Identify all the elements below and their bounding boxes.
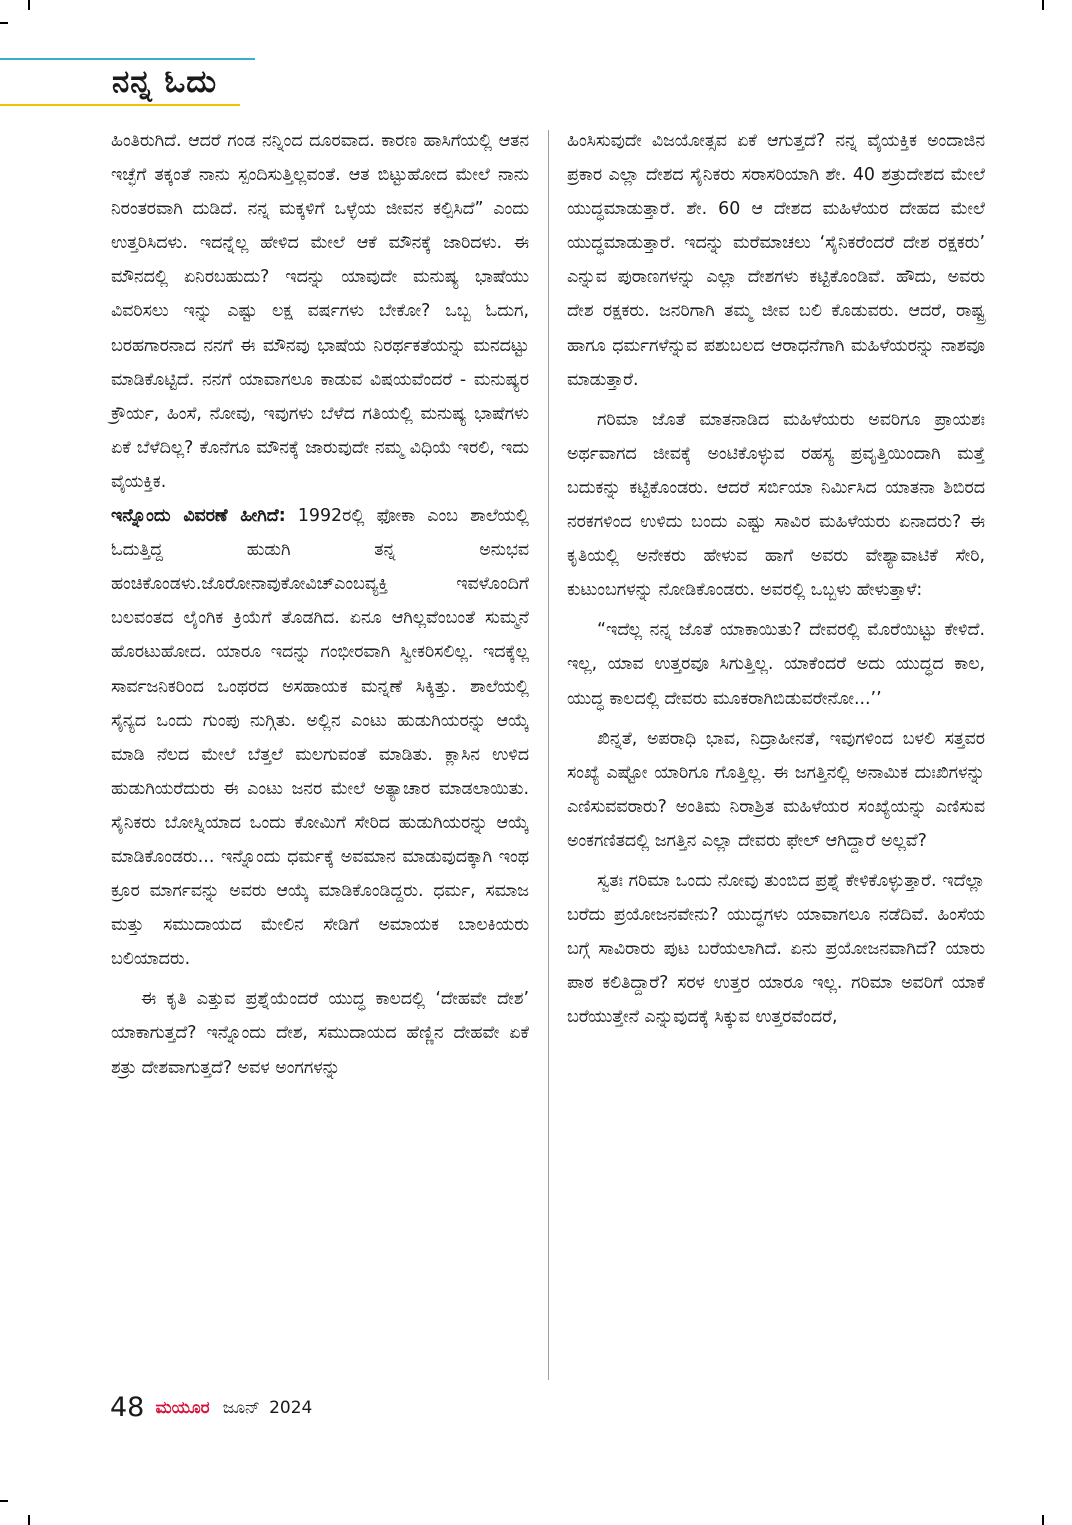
paragraph	[111, 499, 529, 976]
paragraph: ಸ್ವತಃ ಗರಿಮಾ ಒಂದು ನೋವು ತುಂಬಿದ ಪ್ರಶ್ನೆ ಕೇಳಿಕೊಳ್ಳುತ್ತಾರೆ. ಇದೆಲ್ಲಾ ಬರೆದು ಪ್ರಯೋಜನವೇನು? ಯುದ್ಧಗಳು ಯಾವಾಗಲೂ ನಡೆದಿವೆ. ಹಿಂಸೆಯ ಬಗ್ಗೆ ಸಾವಿರಾರು ಪುಟ ಬರೆಯಲಾಗಿದೆ. ಏನು ಪ್ರಯೋಜನವಾಗಿದೆ? ಯಾರು ಪಾಠ ಕಲಿತಿದ್ದಾರೆ? ಸರಳ ಉತ್ತರ ಯಾರೂ ಇಲ್ಲ. ಗರಿಮಾ ಅವರಿಗೆ ಯಾಕೆ ಬರೆಯುತ್ತೇನೆ ಎನ್ನುವುದಕ್ಕೆ ಸಿಕ್ಕುವ ಉತ್ತರವೆಂದರೆ,	[567, 870, 985, 1028]
section-header	[0, 58, 260, 108]
crop-mark	[1042, 0, 1044, 10]
paragraph: ಹಿಂತಿರುಗಿದೆ. ಆದರೆ ಗಂಡ ನನ್ನಿಂದ ದೂರವಾದ. ಕಾರಣ ಹಾಸಿಗೆಯಲ್ಲಿ ಆತನ ಇಚ್ಛೆಗೆ ತಕ್ಕಂತೆ ನಾನು ಸ್ಪಂದಿಸುತ್ತಿಲ್ಲವಂತೆ. ಆತ ಬಿಟ್ಟುಹೋದ ಮೇಲೆ ನಾನು ನಿರಂತರವಾಗಿ ದುಡಿದೆ. ನನ್ನ ಮಕ್ಕಳಿಗೆ ಒಳ್ಳೆಯ ಜೀವನ ಕಲ್ಪಿಸಿದೆ” ಎಂದು ಉತ್ತರಿಸಿದಳು. ಇದನ್ನೆಲ್ಲ ಹೇಳಿದ ಮೇಲೆ ಆಕೆ ಮೌನಕ್ಕೆ ಜಾರಿದಳು. ಈ ಮೌನದಲ್ಲಿ ಏನಿರಬಹುದು? ಇದನ್ನು ಯಾವುದೇ ಮನುಷ್ಯ ಭಾಷೆಯು ವಿವರಿಸಲು ಇನ್ನು ಎಷ್ಟು ಲಕ್ಷ ವರ್ಷಗಳು ಬೇಕೋ? ಒಬ್ಬ ಓದುಗ, ಬರಹಗಾರನಾದ ನನಗೆ ಈ ಮೌನವು ಭಾಷೆಯ ನಿರರ್ಥಕತೆಯನ್ನು ಮನದಟ್ಟು ಮಾಡಿಕೊಟ್ಟಿದೆ. ನನಗೆ ಯಾವಾಗಲೂ ಕಾಡುವ ವಿಷಯವೆಂದರೆ - ಮನುಷ್ಯರ ಕ್ರೌರ್ಯ, ಹಿಂಸೆ, ನೋವು, ಇವುಗಳು ಬೆಳೆದ ಗತಿಯಲ್ಲಿ ಮನುಷ್ಯ ಭಾಷೆಗಳು ಏಕೆ ಬೆಳೆದಿಲ್ಲ? ಕೊನೆಗೂ ಮೌನಕ್ಕೆ ಜಾರುವುದೇ ನಮ್ಮ ವಿಧಿಯೆ ಇರಲಿ, ಇದು ವೈಯಕ್ತಿಕ.	[111, 131, 529, 492]
header-top-rule	[0, 58, 255, 60]
page-footer	[110, 1392, 312, 1432]
column-divider	[548, 130, 549, 1380]
crop-mark	[28, 1515, 30, 1525]
magazine-logo: ಮಯೂರ	[155, 1397, 210, 1418]
right-column	[567, 124, 985, 1034]
issue-month: ಜೂನ್	[222, 1397, 260, 1418]
quote-paragraph: “ಇದೆಲ್ಲ ನನ್ನ ಜೊತೆ ಯಾಕಾಯಿತು? ದೇವರಲ್ಲಿ ಮೊರೆಯಿಟ್ಟು ಕೇಳಿದೆ. ಇಲ್ಲ, ಯಾವ ಉತ್ತರವೂ ಸಿಗುತ್ತಿಲ್ಲ. ಯಾಕೆಂದರೆ ಅದು ಯುದ್ಧದ ಕಾಲ, ಯುದ್ಧ ಕಾಲದಲ್ಲಿ ದೇವರು ಮೂಕರಾಗಿಬಿಡುವರೇನೋ...’’	[567, 620, 985, 709]
paragraph: ಖಿನ್ನತೆ, ಅಪರಾಧಿ ಭಾವ, ನಿದ್ರಾಹೀನತೆ, ಇವುಗಳಿಂದ ಬಳಲಿ ಸತ್ತವರ ಸಂಖ್ಯೆ ಎಷ್ಟೋ ಯಾರಿಗೂ ಗೊತ್ತಿಲ್ಲ. ಈ ಜಗತ್ತಿನಲ್ಲಿ ಅನಾಮಿಕ ದುಃಖಿಗಳನ್ನು ಎಣಿಸುವವರಾರು? ಅಂತಿಮ ನಿರಾಶ್ರಿತ ಮಹಿಳೆಯರ ಸಂಖ್ಯೆಯನ್ನು ಎಣಿಸುವ ಅಂಕಗಣಿತದಲ್ಲಿ ಜಗತ್ತಿನ ಎಲ್ಲಾ ದೇವರು ಫೇಲ್ ಆಗಿದ್ದಾರೆ ಅಲ್ಲವೆ?	[567, 728, 985, 851]
paragraph: ಈ ಕೃತಿ ಎತ್ತುವ ಪ್ರಶ್ನೆಯೆಂದರೆ ಯುದ್ಧ ಕಾಲದಲ್ಲಿ ‘ದೇಹವೇ ದೇಶ’ ಯಾಕಾಗುತ್ತದೆ? ಇನ್ನೊಂದು ದೇಶ, ಸಮುದಾಯದ ಹೆಣ್ಣಿನ ದೇಹವೇ ಏಕೆ ಶತ್ರು ದೇಶವಾಗುತ್ತದೆ? ಅವಳ ಅಂಗಗಳನ್ನು	[111, 989, 529, 1078]
lead-label: ಇನ್ನೊಂದು ವಿವರಣೆ ಹೀಗಿದೆ:	[111, 506, 286, 527]
crop-mark	[1042, 1515, 1044, 1525]
section-title: ನನ್ನ ಓದು	[112, 64, 218, 100]
crop-mark	[0, 22, 8, 24]
crop-mark	[28, 0, 30, 10]
paragraph: ಹಿಂಸಿಸುವುದೇ ವಿಜಯೋತ್ಸವ ಏಕೆ ಆಗುತ್ತದೆ? ನನ್ನ ವೈಯಕ್ತಿಕ ಅಂದಾಜಿನ ಪ್ರಕಾರ ಎಲ್ಲಾ ದೇಶದ ಸೈನಿಕರು ಸರಾಸರಿಯಾಗಿ ಶೇ. 40 ಶತ್ರುದೇಶದ ಮೇಲೆ ಯುದ್ಧಮಾಡುತ್ತಾರೆ. ಶೇ. 60 ಆ ದೇಶದ ಮಹಿಳೆಯರ ದೇಹದ ಮೇಲೆ ಯುದ್ಧಮಾಡುತ್ತಾರೆ. ಇದನ್ನು ಮರೆಮಾಚಲು ‘ಸೈನಿಕರೆಂದರೆ ದೇಶ ರಕ್ಷಕರು’ ಎನ್ನುವ ಪುರಾಣಗಳನ್ನು ಎಲ್ಲಾ ದೇಶಗಳು ಕಟ್ಟಿಕೊಂಡಿವೆ. ಹೌದು, ಅವರು ದೇಶ ರಕ್ಷಕರು. ಜನರಿಗಾಗಿ ತಮ್ಮ ಜೀವ ಬಲಿ ಕೊಡುವರು. ಆದರೆ, ರಾಷ್ಟ್ರ ಹಾಗೂ ಧರ್ಮಗಳೆನ್ನುವ ಪಶುಬಲದ ಆರಾಧನೆಗಾಗಿ ಮಹಿಳೆಯರನ್ನು ನಾಶವೂ ಮಾಡುತ್ತಾರೆ.	[567, 131, 985, 390]
issue-year: 2024	[269, 1397, 313, 1418]
lead-text: 1992ರಲ್ಲಿ ಫೋಕಾ ಎಂಬ ಶಾಲೆಯಲ್ಲಿ ಓದುತ್ತಿದ್ದ ಹುಡುಗಿ ತನ್ನ ಅನುಭವ ಹಂಚಿಕೊಂಡಳು.ಜೊರೋನಾವುಕೋವಿಚ್ಎಂಬವ್ಯಕ್ತಿ ಇವಳೊಂದಿಗೆ ಬಲವಂತದ ಲೈಂಗಿಕ ಕ್ರಿಯೆಗೆ ತೊಡಗಿದ. ಏನೂ ಆಗಿಲ್ಲವೆಂಬಂತೆ ಸುಮ್ಮನೆ ಹೊರಟುಹೋದ. ಯಾರೂ ಇದನ್ನು ಗಂಭೀರವಾಗಿ ಸ್ವೀಕರಿಸಲಿಲ್ಲ. ಇದಕ್ಕೆಲ್ಲ ಸಾರ್ವಜನಿಕರಿಂದ ಒಂಥರದ ಅಸಹಾಯಕ ಮನ್ನಣೆ ಸಿಕ್ಕಿತ್ತು. ಶಾಲೆಯಲ್ಲಿ ಸೈನ್ಯದ ಒಂದು ಗುಂಪು ನುಗ್ಗಿತು. ಅಲ್ಲಿನ ಎಂಟು ಹುಡುಗಿಯರನ್ನು ಆಯ್ಕೆ ಮಾಡಿ ನೆಲದ ಮೇಲೆ ಬೆತ್ತಲೆ ಮಲಗುವಂತೆ ಮಾಡಿತು. ಕ್ಲಾಸಿನ ಉಳಿದ ಹುಡುಗಿಯರೆದುರು ಈ ಎಂಟು ಜನರ ಮೇಲೆ ಅತ್ಯಾಚಾರ ಮಾಡಲಾಯಿತು. ಸೈನಿಕರು ಬೋಸ್ನಿಯಾದ ಒಂದು ಕೋಮಿಗೆ ಸೇರಿದ ಹುಡುಗಿಯರನ್ನು ಆಯ್ಕೆ ಮಾಡಿಕೊಂಡರು... ಇನ್ನೊಂದು ಧರ್ಮಕ್ಕೆ ಅವಮಾನ ಮಾಡುವುದಕ್ಕಾಗಿ ಇಂಥ ಕ್ರೂರ ಮಾರ್ಗವನ್ನು ಅವರು ಆಯ್ಕೆ ಮಾಡಿಕೊಂಡಿದ್ದರು. ಧರ್ಮ, ಸಮಾಜ ಮತ್ತು ಸಮುದಾಯದ ಮೇಲಿನ ಸೇಡಿಗೆ ಅಮಾಯಕ ಬಾಲಕಿಯರು ಬಲಿಯಾದರು.	[111, 506, 529, 970]
page-number: 48	[110, 1392, 145, 1423]
paragraph: ಗರಿಮಾ ಜೊತೆ ಮಾತನಾಡಿದ ಮಹಿಳೆಯರು ಅವರಿಗೂ ಪ್ರಾಯಶಃ ಅರ್ಥವಾಗದ ಜೀವಕ್ಕೆ ಅಂಟಿಕೊಳ್ಳುವ ರಹಸ್ಯ ಪ್ರವೃತ್ತಿಯಿಂದಾಗಿ ಮತ್ತೆ ಬದುಕನ್ನು ಕಟ್ಟಿಕೊಂಡರು. ಆದರೆ ಸರ್ಬಿಯಾ ನಿರ್ಮಿಸಿದ ಯಾತನಾ ಶಿಬಿರದ ನರಕಗಳಿಂದ ಉಳಿದು ಬಂದು ಎಷ್ಟು ಸಾವಿರ ಮಹಿಳೆಯರು ಏನಾದರು? ಈ ಕೃತಿಯಲ್ಲಿ ಅನೇಕರು ಹೇಳುವ ಹಾಗೆ ಅವರು ವೇಶ್ಯಾವಾಟಿಕೆ ಸೇರಿ, ಕುಟುಂಬಗಳನ್ನು ನೋಡಿಕೊಂಡರು. ಅವರಲ್ಲಿ ಒಬ್ಬಳು ಹೇಳುತ್ತಾಳೆ:	[567, 409, 985, 601]
crop-mark	[0, 1500, 8, 1502]
header-bottom-rule	[0, 104, 240, 106]
left-column	[111, 124, 529, 1085]
